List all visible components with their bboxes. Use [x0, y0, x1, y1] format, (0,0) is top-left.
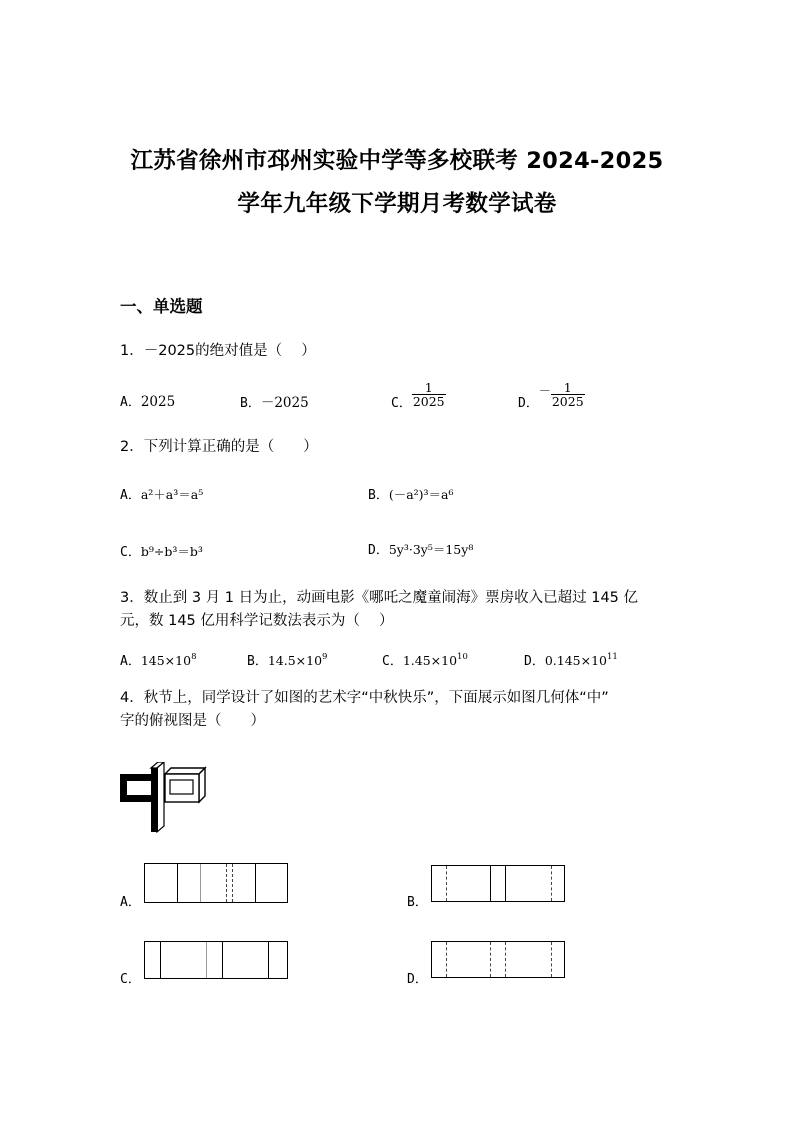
q2-option-c — [120, 541, 203, 560]
q4-option-a-label: A． — [120, 895, 141, 910]
q3-option-c-label: C． — [382, 654, 403, 669]
q1-option-d-numerator: 1 — [563, 380, 572, 395]
q1-option-d — [518, 381, 585, 411]
dashed-line — [226, 864, 227, 902]
q4-option-d-figure — [431, 941, 565, 978]
figure-inner-right — [170, 780, 193, 794]
line — [160, 942, 161, 978]
q3-option-b — [247, 650, 327, 669]
q4-option-b-label: B． — [407, 895, 428, 910]
question-3-stem-line1: 3．数止到 3 月 1 日为止，动画电影《哪吒之魔童闹海》票房收入已超过 145 亿 — [120, 590, 639, 606]
q2-option-a-expr: a²＋a³＝a⁵ — [140, 487, 204, 502]
q3-option-d-base: 0.145×10 — [544, 653, 607, 668]
q1-option-c-denominator: 2025 — [412, 394, 445, 409]
q3-option-d-label: D． — [524, 654, 545, 669]
dashed-line — [551, 942, 552, 977]
q3-option-b-base: 14.5×10 — [267, 653, 323, 668]
line — [177, 864, 178, 902]
q2-option-d-label: D． — [368, 543, 389, 558]
dashed-line — [446, 942, 447, 977]
q1-option-c-numerator: 1 — [424, 380, 433, 395]
question-2-stem: 2．下列计算正确的是（ ） — [120, 439, 318, 455]
q1-option-a-value: 2025 — [140, 394, 176, 410]
question-3-stem-line2: 元，数 145 亿用科学记数法表示为（ ） — [120, 613, 394, 629]
line — [255, 864, 256, 902]
q1-option-b-value: －2025 — [260, 395, 309, 411]
q2-option-b-label: B． — [368, 488, 389, 503]
q4-option-a — [120, 891, 141, 910]
q3-option-c-exponent: 10 — [457, 652, 468, 662]
q4-option-d-label: D． — [407, 972, 428, 987]
dashed-line — [232, 864, 233, 902]
q4-option-c — [120, 968, 141, 987]
q3-option-c-base: 1.45×10 — [402, 653, 458, 668]
question-4-stem-line1: 4．秋节上，同学设计了如图的艺术字“中秋快乐”，下面展示如图几何体“中” — [120, 690, 609, 706]
q3-option-a-label: A． — [120, 654, 141, 669]
q1-option-d-fraction — [551, 381, 585, 408]
figure-vertical-bar — [151, 768, 158, 832]
q3-option-b-exponent: 9 — [322, 652, 328, 662]
q4-option-b — [407, 891, 428, 910]
q4-option-c-figure — [144, 941, 288, 979]
page-title-line2: 学年九年级下学期月考数学试卷 — [237, 191, 557, 217]
line — [268, 942, 269, 978]
line — [490, 866, 491, 901]
q1-option-d-denominator: 2025 — [551, 394, 584, 409]
figure-side-face — [199, 768, 205, 802]
q1-option-b-label: B． — [240, 396, 261, 411]
q1-option-c — [391, 381, 446, 411]
q3-option-c — [382, 650, 468, 669]
q2-option-a — [120, 484, 203, 503]
q3-option-b-label: B． — [247, 654, 268, 669]
dashed-line — [505, 942, 506, 977]
page-title-line1: 江苏省徐州市邳州实验中学等多校联考 2024-2025 — [130, 148, 664, 174]
q2-option-c-label: C． — [120, 545, 141, 560]
zhong-character-3d-figure — [118, 762, 214, 834]
q2-option-b — [368, 484, 454, 503]
q1-option-d-label: D． — [518, 396, 539, 411]
q4-option-b-figure — [431, 865, 565, 902]
q1-option-c-label: C． — [391, 396, 412, 411]
dashed-line — [551, 866, 552, 901]
section-heading: 一、单选题 — [120, 297, 203, 316]
question-4-stem-line2: 字的俯视图是（ ） — [120, 713, 265, 729]
q2-option-b-expr: (－a²)³＝a⁶ — [388, 487, 454, 502]
line — [222, 942, 223, 978]
line — [505, 866, 506, 901]
dashed-line — [490, 942, 491, 977]
q1-option-c-fraction — [412, 381, 446, 408]
q1-option-a-label: A． — [120, 395, 141, 410]
q1-option-b — [240, 391, 309, 411]
q2-option-d-expr: 5y³·3y⁵＝15y⁸ — [388, 542, 474, 557]
figure-bar-side — [157, 762, 164, 832]
q3-option-d — [524, 650, 618, 669]
line — [206, 942, 207, 978]
q4-option-d — [407, 968, 428, 987]
line — [200, 864, 201, 902]
q3-option-d-exponent: 11 — [607, 652, 618, 662]
q3-option-a-base: 145×10 — [140, 653, 192, 668]
q3-option-a-exponent: 8 — [191, 652, 197, 662]
dashed-line — [446, 866, 447, 901]
q2-option-c-expr: b⁹÷b³＝b³ — [140, 544, 203, 559]
q4-option-a-figure — [144, 863, 288, 903]
q2-option-a-label: A． — [120, 488, 141, 503]
q3-option-a — [120, 650, 197, 669]
q1-option-d-sign: － — [538, 384, 551, 398]
q1-option-a — [120, 391, 175, 410]
q4-option-c-label: C． — [120, 972, 141, 987]
question-1-stem: 1．－2025的绝对值是（ ） — [120, 343, 316, 359]
q2-option-d — [368, 539, 473, 558]
